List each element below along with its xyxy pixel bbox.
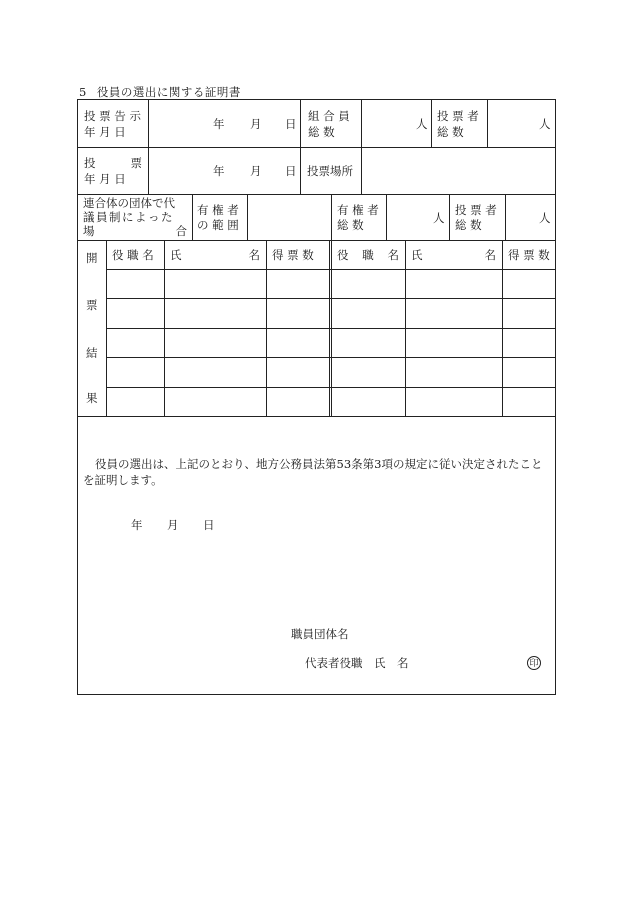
- cell-divider: [449, 194, 450, 240]
- cell-divider: [505, 194, 506, 240]
- cell-divider: [247, 194, 248, 240]
- results-side-label: 果: [86, 391, 98, 405]
- voters-total-label: 総 数: [437, 125, 464, 139]
- column-header-position: 役 職 名: [112, 248, 154, 262]
- cell-divider: [164, 240, 165, 416]
- row-divider: [77, 416, 556, 417]
- cell-divider: [386, 194, 387, 240]
- org-name-label: 職員団体名: [291, 627, 349, 641]
- results-side-label: 票: [86, 298, 98, 312]
- date-day: 日: [285, 164, 297, 178]
- union-members-label: 総 数: [308, 125, 335, 139]
- unit-people: 人: [416, 117, 428, 131]
- voters-total-label: 総 数: [455, 218, 482, 232]
- eligible-range-label: 有 権 者: [197, 203, 239, 217]
- date-month: 月: [250, 117, 262, 131]
- unit-people: 人: [539, 211, 551, 225]
- date-year: 年: [213, 164, 225, 178]
- federation-label: 場 合: [83, 224, 187, 238]
- cell-divider: [331, 240, 332, 416]
- unit-people: 人: [539, 117, 551, 131]
- row-divider: [77, 194, 556, 195]
- voters-total-label: 投 票 者: [437, 109, 479, 123]
- column-header-position: 役 職 名: [337, 248, 399, 262]
- eligible-total-label: 有 権 者: [337, 203, 379, 217]
- cell-divider: [192, 194, 193, 240]
- cell-divider: [361, 99, 362, 147]
- cell-divider: [266, 240, 267, 416]
- date-year: 年: [213, 117, 225, 131]
- cell-divider: [329, 240, 330, 416]
- document-heading: [79, 84, 241, 100]
- column-header-votes: 得 票 数: [508, 248, 550, 262]
- cell-divider: [361, 147, 362, 194]
- cell-divider: [487, 99, 488, 147]
- seal-mark-icon: 印: [527, 656, 541, 670]
- date-day: 日: [285, 117, 297, 131]
- column-header-votes: 得 票 数: [272, 248, 314, 262]
- cell-divider: [331, 194, 332, 240]
- notice-date-label: 年 月 日: [84, 125, 126, 139]
- cell-divider: [405, 240, 406, 416]
- cert-date-year: 年: [131, 518, 143, 532]
- federation-label: 議員制によった: [83, 210, 174, 224]
- results-side-label: 開: [86, 251, 98, 265]
- cert-date-month: 月: [167, 518, 179, 532]
- notice-date-label: 投 票 告 示: [84, 109, 141, 123]
- row-divider: [77, 240, 556, 241]
- eligible-total-label: 総 数: [337, 218, 364, 232]
- column-header-name: 氏 名: [170, 248, 260, 262]
- heading-number: 5: [79, 85, 87, 99]
- heading-title: 役員の選出に関する証明書: [96, 85, 241, 99]
- cell-divider: [431, 99, 432, 147]
- unit-people: 人: [433, 211, 445, 225]
- vote-date-label: 年 月 日: [84, 172, 126, 186]
- cell-divider: [106, 240, 107, 416]
- cell-divider: [300, 99, 301, 194]
- cert-date-day: 日: [203, 518, 215, 532]
- results-side-label: 結: [86, 346, 98, 360]
- vote-date-label: 投 票: [84, 156, 142, 170]
- certification-statement: を証明します。: [83, 473, 163, 487]
- cell-divider: [502, 240, 503, 416]
- voters-total-label: 投 票 者: [455, 203, 497, 217]
- union-members-label: 組 合 員: [308, 109, 350, 123]
- federation-label: 連合体の団体で代: [83, 196, 175, 210]
- date-month: 月: [250, 164, 262, 178]
- eligible-range-label: の 範 囲: [197, 218, 239, 232]
- column-header-name: 氏 名: [411, 248, 496, 262]
- cell-divider: [148, 99, 149, 194]
- representative-label: 代表者役職 氏 名: [305, 656, 409, 670]
- voting-place-label: 投票場所: [307, 164, 353, 178]
- certification-statement: 役員の選出は、上記のとおり、地方公務員法第53条第3項の規定に従い決定されたこと: [95, 457, 543, 471]
